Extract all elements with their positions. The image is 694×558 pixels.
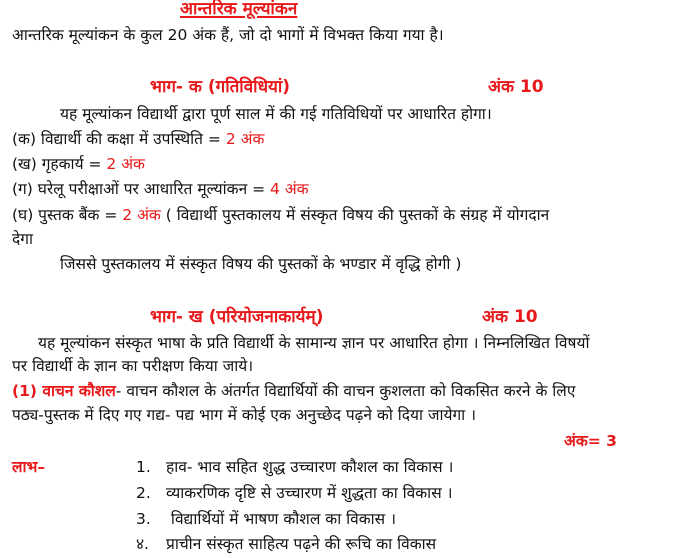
benefit-text: व्याकरणिक दृष्टि से उच्चारण में शुद्धता का विकास । bbox=[166, 484, 453, 502]
benefit-text: विद्यार्थियों में भाषण कौशल का विकास । bbox=[166, 510, 396, 528]
part-a-item bbox=[12, 204, 549, 226]
item-marks: 2 अंक bbox=[225, 130, 265, 148]
item-note-continuation: जिससे पुस्तकालय में संस्कृत विषय की पुस्तकों के भण्डार में वृद्धि होगी ) bbox=[60, 255, 462, 273]
item-label: (ग) घरेलू परीक्षाओं पर आधारित मूल्यांकन = bbox=[12, 180, 271, 198]
benefit-number: 1. bbox=[136, 458, 151, 476]
section-text: - वाचन कौशल के अंतर्गत विद्यार्थियों की वाचन कुशलता को विकसित करने के लिए bbox=[115, 382, 576, 400]
item-marks: 2 अंक bbox=[106, 155, 145, 173]
part-a-item bbox=[12, 153, 145, 175]
benefit-item bbox=[136, 482, 452, 504]
benefit-item bbox=[136, 533, 436, 555]
part-b-heading: भाग- ख (परियोजनाकार्यम्) bbox=[150, 307, 324, 327]
part-a-item bbox=[12, 178, 309, 200]
page-title: आन्तरिक मूल्यांकन bbox=[180, 0, 298, 19]
part-b-marks: अंक 10 bbox=[482, 307, 538, 327]
part-b-description: यह मूल्यांकन संस्कृत भाषा के प्रति विद्यार्थी के सामान्य ज्ञान पर आधारित होगा । निम्नलिखित विषयों bbox=[38, 334, 590, 352]
part-a-heading: भाग- क (गतिविधियां) bbox=[150, 77, 291, 97]
benefit-text: हाव- भाव सहित शुद्ध उच्चारण कौशल का विकास । bbox=[166, 458, 454, 476]
part-a-marks: अंक 10 bbox=[488, 77, 544, 97]
benefit-item bbox=[136, 456, 453, 478]
benefit-number: ४. bbox=[136, 535, 149, 553]
item-label: (क) विद्यार्थी की कक्षा में उपस्थिति = bbox=[12, 130, 226, 148]
part-b-description-cont: पर विद्यार्थी के ज्ञान का परीक्षण किया जाये। bbox=[12, 357, 254, 375]
item-marks: 4 अंक bbox=[270, 180, 309, 198]
benefit-number: 3. bbox=[136, 510, 151, 528]
item-note: ( विद्यार्थी पुस्तकालय में संस्कृत विषय की पुस्तकों के संग्रह में योगदान bbox=[160, 206, 550, 224]
item-note-continuation: देगा bbox=[12, 230, 33, 248]
item-label: (घ) पुस्तक बैंक = bbox=[12, 206, 123, 224]
section-reading-skill bbox=[12, 380, 575, 402]
part-a-item bbox=[12, 128, 264, 150]
section-label: (1) वाचन कौशल bbox=[12, 382, 116, 400]
benefits-label: लाभ– bbox=[12, 458, 46, 476]
section-marks: अंक= 3 bbox=[564, 432, 617, 450]
benefit-text: प्राचीन संस्कृत साहित्य पढ़ने की रूचि का विकास bbox=[166, 535, 437, 553]
part-a-description: यह मूल्यांकन विद्यार्थी द्वारा पूर्ण साल में की गई गतिविधियों पर आधारित होगा। bbox=[60, 105, 492, 123]
benefit-number: 2. bbox=[136, 484, 151, 502]
intro-text: आन्तरिक मूल्यांकन के कुल 20 अंक हैं, जो दो भागों में विभक्त किया गया है। bbox=[12, 26, 444, 44]
section-text-cont: पठ्य-पुस्तक में दिए गए गद्य- पद्य भाग में कोई एक अनुच्छेद पढ़ने को दिया जायेगा । bbox=[12, 406, 476, 424]
benefit-item bbox=[136, 508, 396, 530]
item-marks: 2 अंक bbox=[122, 206, 161, 224]
item-label: (ख) गृहकार्य = bbox=[12, 155, 107, 173]
